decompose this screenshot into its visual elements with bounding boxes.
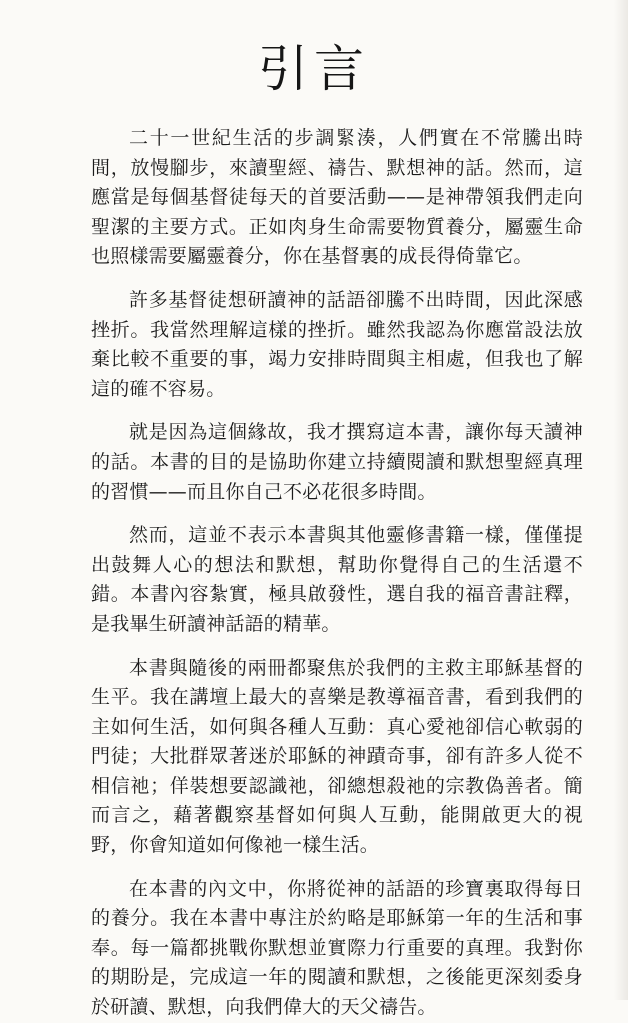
paragraph-1: 二十一世紀生活的步調緊湊，人們實在不常騰出時間，放慢腳步，來讀聖經、禱告、默想神的話。然而，這應當是每個基督徒每天的首要活動——是神帶領我們走向聖潔的主要方式。正如肉身生命需要物質養分，屬靈生命也照樣需要屬靈養分，你在基督裏的成長得倚靠它。 [91,127,583,268]
paragraph-5: 本書與隨後的兩冊都聚焦於我們的主救主耶穌基督的生平。我在講壇上最大的喜樂是教導福音書，看到我們的主如何生活，如何與各種人互動：真心愛祂卻信心軟弱的門徒；大批群眾著迷於耶穌的神蹟奇事，卻有許多人從不相信祂；佯裝想要認識祂，卻總想殺祂的宗教偽善者。簡而言之，藉著觀察基督如何與人互動，能開啟更大的視野，你會知道如何像祂一樣生活。 [91,656,583,857]
paragraph-3: 就是因為這個緣故，我才撰寫這本書，讓你每天讀神的話。本書的目的是協助你建立持續閱讀和默想聖經真理的習慣——而且你自己不必花很多時間。 [91,421,583,503]
page-edge-shadow [614,0,628,1000]
body-text [91,124,583,1023]
paragraph-2: 許多基督徒想研讀神的話語卻騰不出時間，因此深感挫折。我當然理解這樣的挫折。雖然我認為你應當設法放棄比較不重要的事，竭力安排時間與主相處，但我也了解這的確不容易。 [91,288,583,400]
paragraph-4: 然而，這並不表示本書與其他靈修書籍一樣，僅僅提出鼓舞人心的想法和默想，幫助你覺得自己的生活還不錯。本書內容紮實，極具啟發性，選自我的福音書註釋，是我畢生研讀神話語的精華。 [91,524,583,635]
paragraph-6: 在本書的內文中，你將從神的話語的珍寶裏取得每日的養分。我在本書中專注於約略是耶穌第一年的生活和事奉。每一篇都挑戰你默想並實際力行重要的真理。我對你的期盼是，完成這一年的閱讀和默想，之後能更深刻委身於研讀、默想，向我們偉大的天父禱告。 [91,877,583,1019]
page-title: 引言 [258,40,370,98]
